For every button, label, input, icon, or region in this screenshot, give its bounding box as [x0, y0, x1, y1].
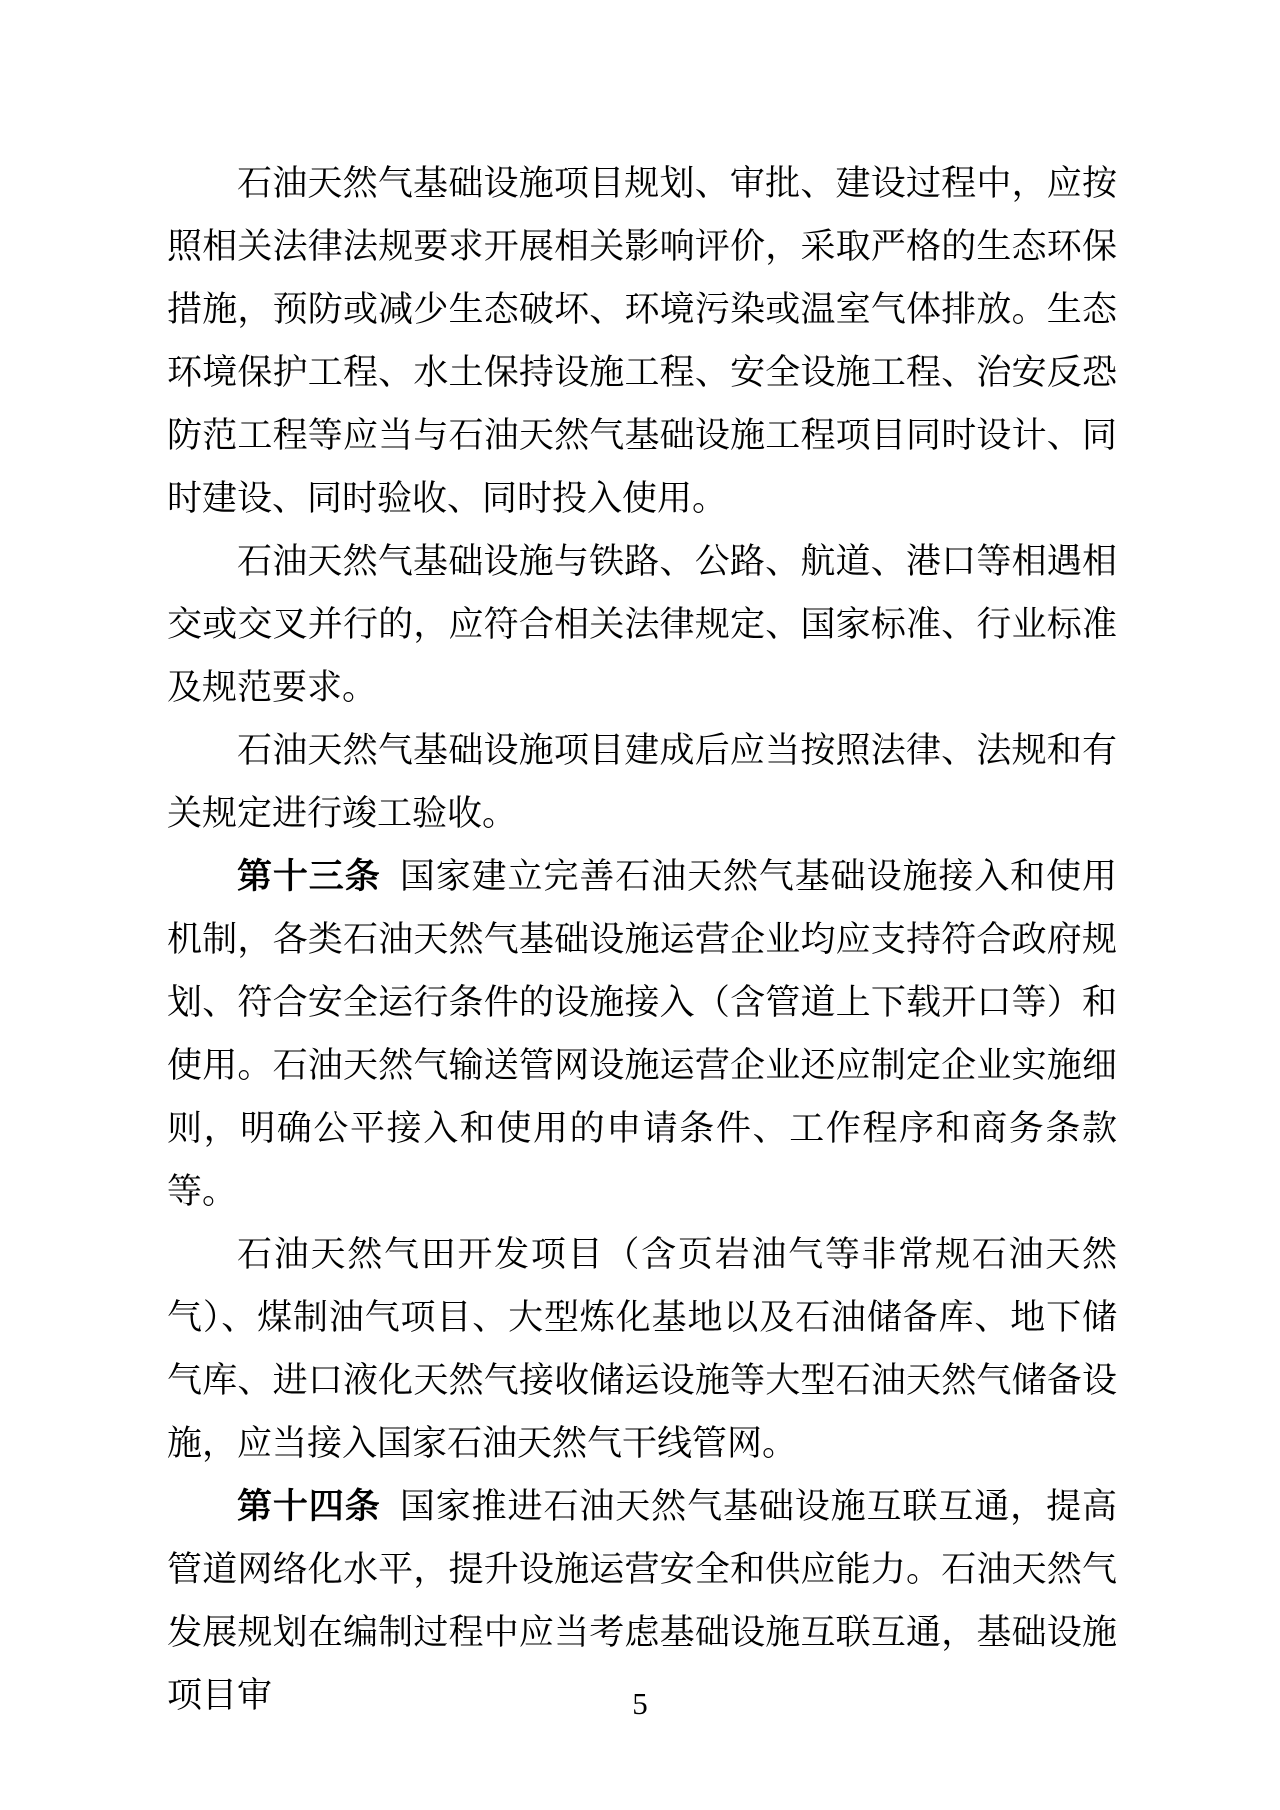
article-number-14: 第十四条 [237, 1487, 381, 1526]
paragraph-text: 国家推进石油天然气基础设施互联互通，提高管道网络化水平，提升设施运营安全和供应能力。石油天然气发展规划在编制过程中应当考虑基础设施互联互通，基础设施项目审 [167, 1487, 1117, 1715]
paragraph-text: 石油天然气基础设施项目建成后应当按照法律、法规和有关规定进行竣工验收。 [167, 731, 1117, 833]
paragraph-text: 石油天然气基础设施与铁路、公路、航道、港口等相遇相交或交叉并行的，应符合相关法律规定、国家标准、行业标准及规范要求。 [167, 542, 1117, 707]
paragraph [167, 152, 1117, 530]
paragraph [167, 845, 1117, 1223]
article-number-13: 第十三条 [237, 857, 381, 896]
page-number: 5 [632, 1686, 648, 1721]
paragraph [167, 719, 1117, 845]
document-body [167, 152, 1117, 1727]
paragraph-text: 国家建立完善石油天然气基础设施接入和使用机制，各类石油天然气基础设施运营企业均应支持符合政府规划、符合安全运行条件的设施接入（含管道上下载开口等）和使用。石油天然气输送管网设施运营企业还应制定企业实施细则，明确公平接入和使用的申请条件、工作程序和商务条款等。 [167, 857, 1117, 1211]
paragraph [167, 530, 1117, 719]
paragraph-text: 石油天然气田开发项目（含页岩油气等非常规石油天然气）、煤制油气项目、大型炼化基地以及石油储备库、地下储气库、进口液化天然气接收储运设施等大型石油天然气储备设施，应当接入国家石油天然气干线管网。 [167, 1235, 1117, 1463]
paragraph-text: 石油天然气基础设施项目规划、审批、建设过程中，应按照相关法律法规要求开展相关影响评价，采取严格的生态环保措施，预防或减少生态破坏、环境污染或温室气体排放。生态环境保护工程、水土保持设施工程、安全设施工程、治安反恐防范工程等应当与石油天然气基础设施工程项目同时设计、同时建设、同时验收、同时投入使用。 [167, 164, 1117, 518]
paragraph [167, 1223, 1117, 1475]
